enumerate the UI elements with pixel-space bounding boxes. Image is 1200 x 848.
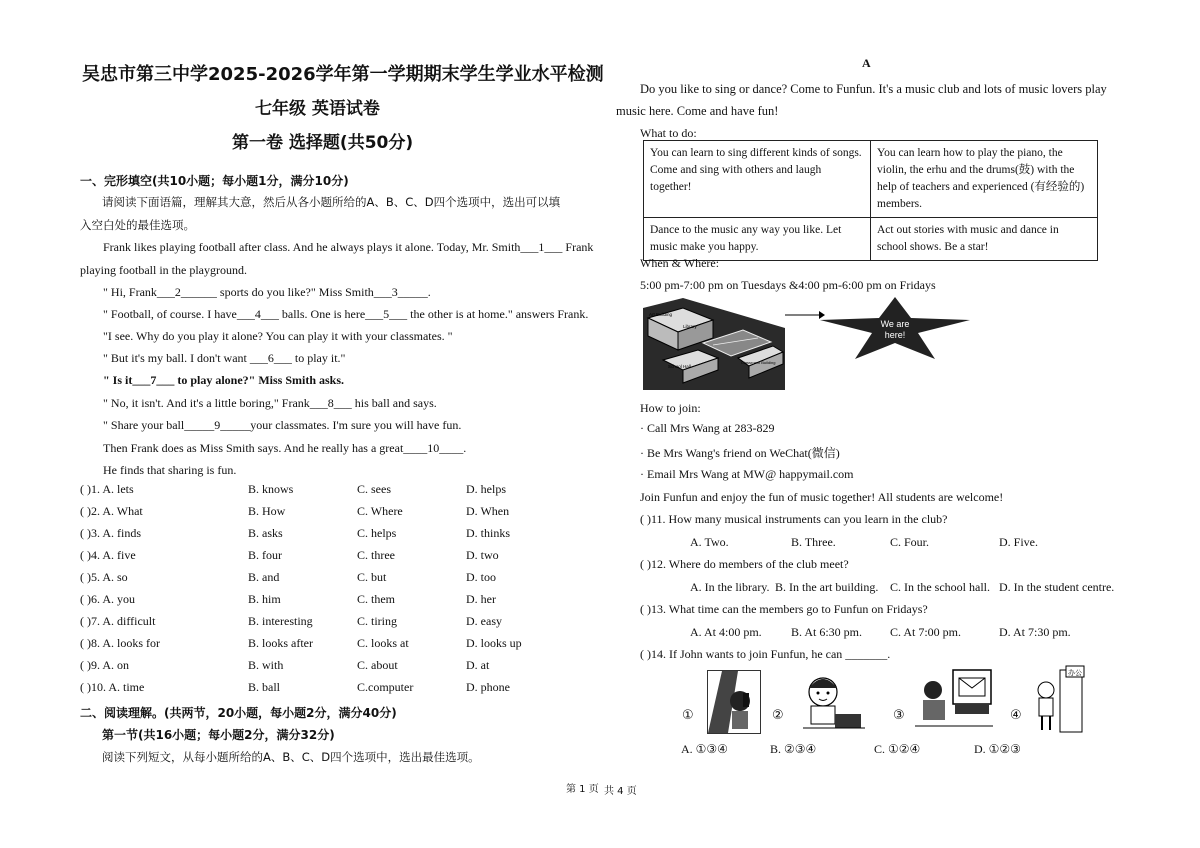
option-d: D. at	[466, 658, 490, 672]
passage-intro-line1: Do you like to sing or dance? Come to Funfun. It's a music club and lots of music lovers play	[640, 82, 1107, 96]
option-b: B. How	[248, 504, 286, 518]
table-cell: You can learn how to play the piano, the violin, the erhu and the drums(鼓) with the help of teachers and experienced (有经验的) members.	[871, 141, 1098, 218]
option-d: D. Five.	[999, 535, 1038, 549]
option-a: A. In the library.	[690, 580, 770, 594]
question-number-option-a: ( )2. A. What	[80, 504, 143, 518]
join-method: · Call Mrs Wang at 283-829	[640, 421, 775, 435]
option-c: C. them	[357, 592, 395, 606]
phone-call-picture	[707, 670, 761, 734]
option-d: D. helps	[466, 482, 506, 496]
option-b: B. At 6:30 pm.	[791, 625, 863, 639]
passage-intro-line2: music here. Come and have fun!	[616, 104, 779, 118]
passage-line: " Is it___7___ to play alone?" Miss Smith asks.	[103, 373, 345, 387]
picture-number-1: ①	[682, 708, 694, 723]
how-to-join-label: How to join:	[640, 401, 701, 415]
option-d: D. thinks	[466, 526, 511, 540]
question-number-option-a: ( )10. A. time	[80, 680, 145, 694]
option-b: B. Three.	[791, 535, 836, 549]
question-11-stem: ( )11. How many musical instruments can you learn in the club?	[640, 512, 948, 526]
star-icon	[820, 297, 970, 359]
exam-subtitle: 七年级 英语试卷	[255, 99, 380, 119]
passage-line: " But it's my ball. I don't want ___6___ to play it."	[103, 351, 346, 365]
option-d: D. her	[466, 592, 496, 606]
question-12-stem: ( )12. Where do members of the club meet?	[640, 557, 849, 571]
join-method: · Email Mrs Wang at MW@ happymail.com	[640, 467, 854, 481]
section2-part1-header: 第一节(共16小题；每小题2分，满分32分)	[102, 728, 335, 742]
option-c: C. In the school hall.	[890, 580, 990, 594]
option-c: C. but	[357, 570, 387, 584]
option-c: C. sees	[357, 482, 391, 496]
section2-instruction: 阅读下列短文，从每小题所给的A、B、C、D四个选项中，选出最佳选项。	[102, 750, 480, 764]
passage-letter: A	[862, 56, 871, 70]
option-c: C. looks at	[357, 636, 409, 650]
option-a: A. Two.	[690, 535, 729, 549]
option-b: B. with	[248, 658, 284, 672]
office-door-picture	[1030, 664, 1088, 734]
table-cell: Dance to the music any way you like. Let music make you happy.	[644, 218, 871, 261]
passage-line: " Hi, Frank___2______ sports do you like?" Miss Smith___3_____.	[103, 285, 431, 299]
office-sign-text: 办公	[1068, 669, 1082, 677]
schedule-times: 5:00 pm-7:00 pm on Tuesdays &4:00 pm-6:00 pm on Fridays	[640, 278, 936, 292]
passage-line: playing football in the playground.	[80, 263, 247, 277]
question-number-option-a: ( )5. A. so	[80, 570, 128, 584]
passage-line: " No, it isn't. And it's a little boring," Frank___8___ his ball and says.	[103, 396, 437, 410]
option-b: B. ball	[248, 680, 280, 694]
option-c: C. Where	[357, 504, 403, 518]
option-c: C. At 7:00 pm.	[890, 625, 962, 639]
passage-line: He finds that sharing is fun.	[103, 463, 237, 477]
option-b: B. In the art building.	[775, 580, 879, 594]
section1-instruction-line2: 入空白处的最佳选项。	[80, 218, 195, 232]
option-d: D. In the student centre.	[999, 580, 1115, 594]
option-d: D. At 7:30 pm.	[999, 625, 1071, 639]
computer-email-picture	[915, 668, 995, 732]
question-number-option-a: ( )9. A. on	[80, 658, 129, 672]
star-text-line1: We are	[880, 319, 910, 329]
when-where-label: When & Where:	[640, 256, 720, 270]
passage-line: Frank likes playing football after class. And he always plays it alone. Today, Mr. Smith___1___ Frank	[103, 240, 594, 254]
question-number-option-a: ( )8. A. looks for	[80, 636, 160, 650]
table-cell: You can learn to sing different kinds of songs. Come and sing with others and laugh together!	[644, 141, 871, 218]
boy-on-phone-picture	[793, 668, 867, 730]
passage-line: " Share your ball_____9_____your classmates. I'm sure you will have fun.	[103, 418, 462, 432]
page-number: 第 1 页	[566, 784, 599, 795]
option-c: C. about	[357, 658, 398, 672]
map-label-school-hall: School Hall	[668, 364, 691, 369]
map-label-library: Library	[683, 324, 697, 329]
question-14-stem: ( )14. If John wants to join Funfun, he can _______.	[640, 647, 891, 661]
activities-table	[643, 140, 1098, 261]
option-a: A. At 4:00 pm.	[690, 625, 762, 639]
picture-number-2: ②	[772, 708, 784, 723]
picture-number-4: ④	[1010, 708, 1022, 723]
option-a: A. ①③④	[681, 742, 728, 756]
option-d: D. phone	[466, 680, 510, 694]
section2-header: 二、阅读理解。(共两节，20小题，每小题2分，满分40分)	[80, 706, 397, 720]
option-b: B. ②③④	[770, 742, 817, 756]
join-method: · Be Mrs Wang's friend on WeChat(微信)	[640, 446, 840, 460]
passage-line: Then Frank does as Miss Smith says. And he really has a great____10____.	[103, 441, 467, 455]
option-d: D. two	[466, 548, 499, 562]
volume-heading: 第一卷 选择题(共50分)	[232, 133, 414, 153]
table-row	[644, 141, 1098, 218]
option-b: B. interesting	[248, 614, 313, 628]
question-number-option-a: ( )4. A. five	[80, 548, 136, 562]
what-to-do-label: What to do:	[640, 126, 697, 140]
section1-header: 一、完形填空(共10小题；每小题1分，满分10分)	[80, 174, 349, 188]
option-c: C. ①②④	[874, 742, 921, 756]
exam-title: 吴忠市第三中学2025-2026学年第一学期期末学生学业水平检测	[82, 64, 604, 85]
section1-instruction-line1: 请阅读下面语篇，理解其大意，然后从各小题所给的A、B、C、D四个选项中，选出可以填	[102, 195, 561, 209]
option-c: C.computer	[357, 680, 414, 694]
option-c: C. helps	[357, 526, 397, 540]
option-b: B. asks	[248, 526, 283, 540]
option-b: B. him	[248, 592, 281, 606]
table-row	[644, 218, 1098, 261]
map-label-art-building: Art Building	[649, 312, 673, 317]
page-total: 共 4 页	[604, 786, 637, 797]
question-number-option-a: ( )1. A. lets	[80, 482, 134, 496]
table-cell: Act out stories with music and dance in school shows. Be a star!	[871, 218, 1098, 261]
option-d: D. When	[466, 504, 510, 518]
passage-closing: Join Funfun and enjoy the fun of music together! All students are welcome!	[640, 490, 1004, 504]
question-number-option-a: ( )6. A. you	[80, 592, 135, 606]
option-c: C. three	[357, 548, 395, 562]
option-d: D. looks up	[466, 636, 522, 650]
question-number-option-a: ( )3. A. finds	[80, 526, 141, 540]
picture-number-3: ③	[893, 708, 905, 723]
option-c: C. tiring	[357, 614, 398, 628]
star-text-line2: here!	[884, 330, 906, 340]
option-b: B. four	[248, 548, 282, 562]
question-number-option-a: ( )7. A. difficult	[80, 614, 156, 628]
passage-line: " Football, of course. I have___4___ balls. One is here___5___ the other is at home." answers Frank.	[103, 307, 589, 321]
option-d: D. easy	[466, 614, 502, 628]
arrow-icon	[785, 305, 825, 325]
question-13-stem: ( )13. What time can the members go to Funfun on Fridays?	[640, 602, 928, 616]
option-b: B. knows	[248, 482, 294, 496]
option-d: D. too	[466, 570, 496, 584]
option-b: B. and	[248, 570, 280, 584]
passage-line: "I see. Why do you play it alone? You can play it with your classmates. "	[103, 329, 453, 343]
map-label-classroom-building: Classroom Building	[741, 360, 776, 365]
campus-map-image	[643, 298, 785, 390]
option-c: C. Four.	[890, 535, 930, 549]
option-b: B. looks after	[248, 636, 313, 650]
option-d: D. ①②③	[974, 742, 1021, 756]
